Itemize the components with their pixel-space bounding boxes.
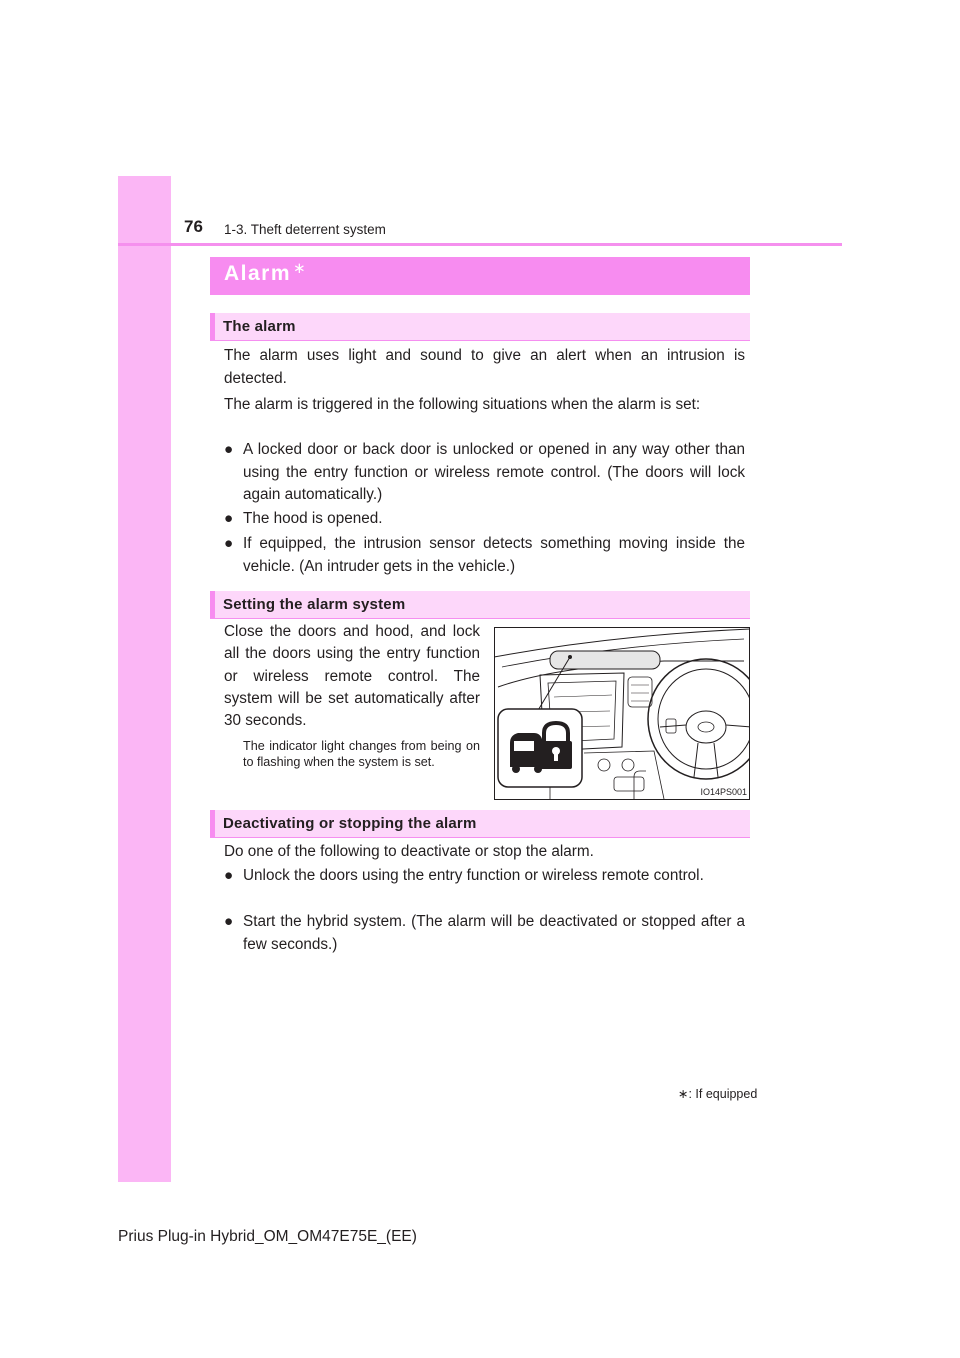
bullet-icon: ●: [224, 441, 234, 458]
setting-paragraph: Close the doors and hood, and lock all the doors using the entry function or wireless remote control. The system will be set automatically after 30 seconds.: [224, 623, 480, 730]
list-item-text: Start the hybrid system. (The alarm will be deactivated or stopped after a few seconds.): [243, 913, 745, 953]
heading-setting-alarm-text: Setting the alarm system: [223, 596, 406, 613]
bullet-icon: ●: [224, 535, 234, 552]
header-rule: [118, 243, 842, 246]
dashboard-drawing: [494, 627, 750, 800]
list-item: [224, 911, 745, 956]
page-title: [224, 262, 307, 286]
footnote-text: : If equipped: [688, 1087, 758, 1101]
section-title: 1-3. Theft deterrent system: [224, 222, 386, 237]
list-item: [224, 865, 745, 888]
list-item: [224, 533, 745, 578]
list-item: [224, 439, 745, 507]
figure-code: IO14PS001: [700, 787, 747, 797]
bullet-icon: ●: [224, 867, 234, 884]
page-number: 76: [184, 217, 203, 236]
footnote: [678, 1086, 757, 1101]
alarm-intro-paragraph: The alarm uses light and sound to give an alert when an intrusion is detected.: [224, 347, 745, 387]
list-item: [224, 508, 745, 531]
list-item-text: A locked door or back door is unlocked or opened in any way other than using the entry function or wireless remote control. (The doors will lock again automatically.): [243, 441, 745, 503]
heading-setting-alarm: [210, 591, 750, 619]
page-footer: Prius Plug-in Hybrid_OM_OM47E75E_(EE): [118, 1228, 417, 1245]
asterisk-icon: ∗: [678, 1087, 689, 1101]
heading-deactivating-text: Deactivating or stopping the alarm: [223, 815, 477, 832]
page-sidebar-tab: [118, 176, 171, 1182]
main-title-bar: [210, 257, 750, 295]
indicator-note: The indicator light changes from being on to flashing when the system is set.: [243, 739, 480, 769]
dashboard-illustration: [494, 627, 750, 800]
list-item-text: Unlock the doors using the entry function or wireless remote control.: [243, 867, 704, 884]
list-item-text: The hood is opened.: [243, 510, 383, 527]
page-title-text: Alarm: [224, 262, 292, 285]
bullet-icon: ●: [224, 913, 234, 930]
heading-the-alarm-text: The alarm: [223, 318, 296, 335]
deactivating-paragraph: Do one of the following to deactivate or stop the alarm.: [224, 843, 594, 860]
bullet-icon: ●: [224, 510, 234, 527]
alarm-trigger-paragraph: The alarm is triggered in the following situations when the alarm is set:: [224, 396, 701, 413]
heading-the-alarm: [210, 313, 750, 341]
heading-deactivating: [210, 810, 750, 838]
asterisk-icon: ∗: [293, 260, 308, 277]
list-item-text: If equipped, the intrusion sensor detects something moving inside the vehicle. (An intruder gets in the vehicle.): [243, 535, 745, 575]
